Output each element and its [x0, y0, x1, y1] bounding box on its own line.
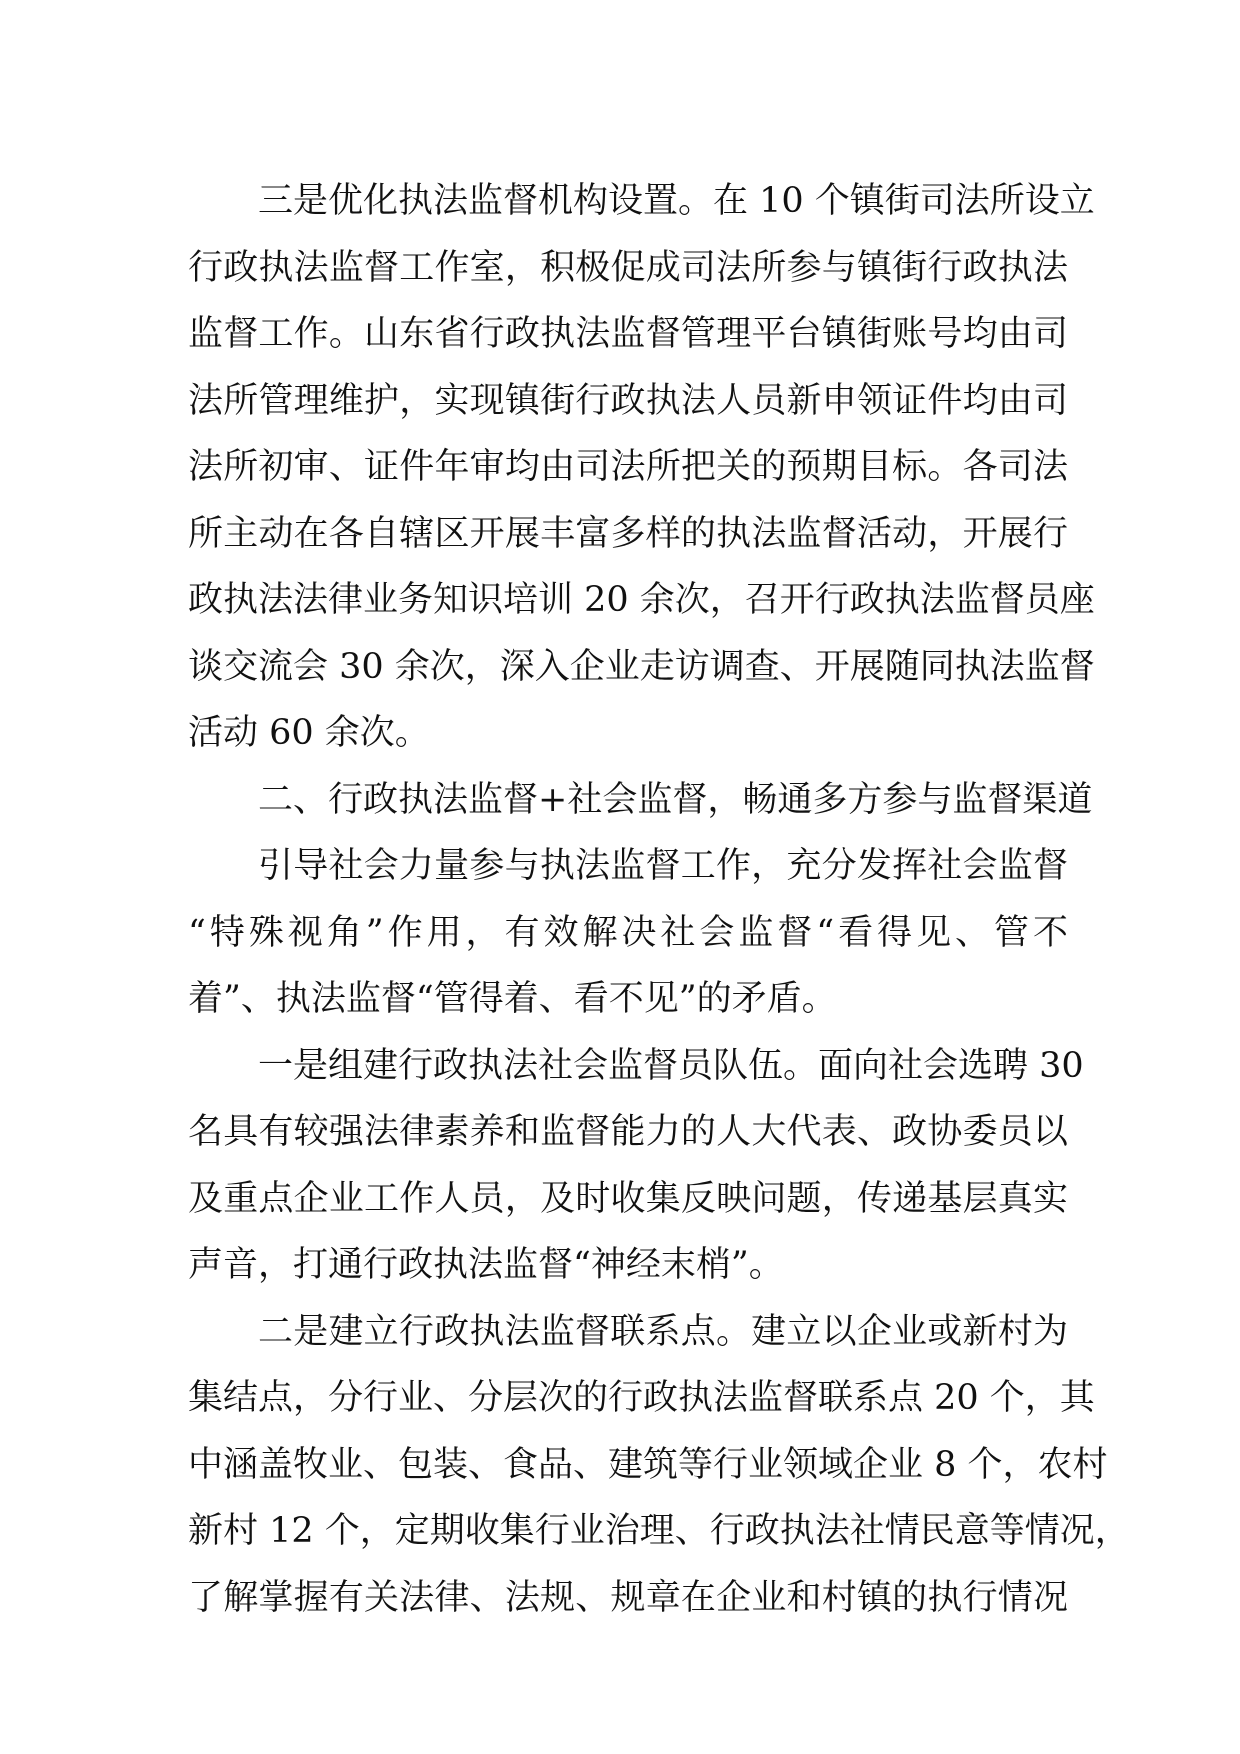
- paragraph-line: 二是建立行政执法监督联系点。建立以企业或新村为: [258, 1311, 1068, 1352]
- paragraph-line: “特殊视角”作用，有效解决社会监督“看得见、管不: [188, 912, 1068, 953]
- paragraph-line: 法所初审、证件年审均由司法所把关的预期目标。各司法: [188, 447, 1068, 487]
- paragraph-line: 集结点，分行业、分层次的行政执法监督联系点 20 个，其: [188, 1378, 1095, 1418]
- paragraph-line: 活动 60 余次。: [188, 713, 430, 753]
- paragraph-line: 了解掌握有关法律、法规、规章在企业和村镇的执行情况: [188, 1577, 1068, 1618]
- paragraph-line: 新村 12 个，定期收集行业治理、行政执法社情民意等情况，: [188, 1511, 1130, 1551]
- paragraph-line: 所主动在各自辖区开展丰富多样的执法监督活动，开展行: [188, 513, 1068, 554]
- paragraph-line: 行政执法监督工作室，积极促成司法所参与镇街行政执法: [188, 247, 1068, 288]
- paragraph-line: 声音，打通行政执法监督“神经末梢”。: [188, 1245, 784, 1285]
- paragraph-line: 及重点企业工作人员，及时收集反映问题，传递基层真实: [188, 1178, 1068, 1219]
- paragraph-line: 谈交流会 30 余次，深入企业走访调查、开展随同执法监督: [188, 646, 1095, 687]
- document-body: [188, 168, 1130, 1631]
- paragraph-line: 监督工作。山东省行政执法监督管理平台镇街账号均由司: [188, 314, 1068, 354]
- paragraph-line: 法所管理维护，实现镇街行政执法人员新申领证件均由司: [188, 380, 1068, 421]
- section-heading: 二、行政执法监督+社会监督，畅通多方参与监督渠道: [258, 779, 1093, 820]
- paragraph-line: 中涵盖牧业、包装、食品、建筑等行业领域企业 8 个，农村: [188, 1444, 1108, 1485]
- paragraph-line: 一是组建行政执法社会监督员队伍。面向社会选聘 30: [258, 1045, 1084, 1086]
- paragraph-line: 三是优化执法监督机构设置。在 10 个镇街司法所设立: [258, 181, 1095, 221]
- paragraph-line: 引导社会力量参与执法监督工作，充分发挥社会监督: [258, 846, 1068, 886]
- paragraph-line: 名具有较强法律素养和监督能力的人大代表、政协委员以: [188, 1112, 1068, 1152]
- paragraph-line: 着”、执法监督“管得着、看不见”的矛盾。: [188, 979, 837, 1019]
- paragraph-line: 政执法法律业务知识培训 20 余次，召开行政执法监督员座: [188, 580, 1095, 620]
